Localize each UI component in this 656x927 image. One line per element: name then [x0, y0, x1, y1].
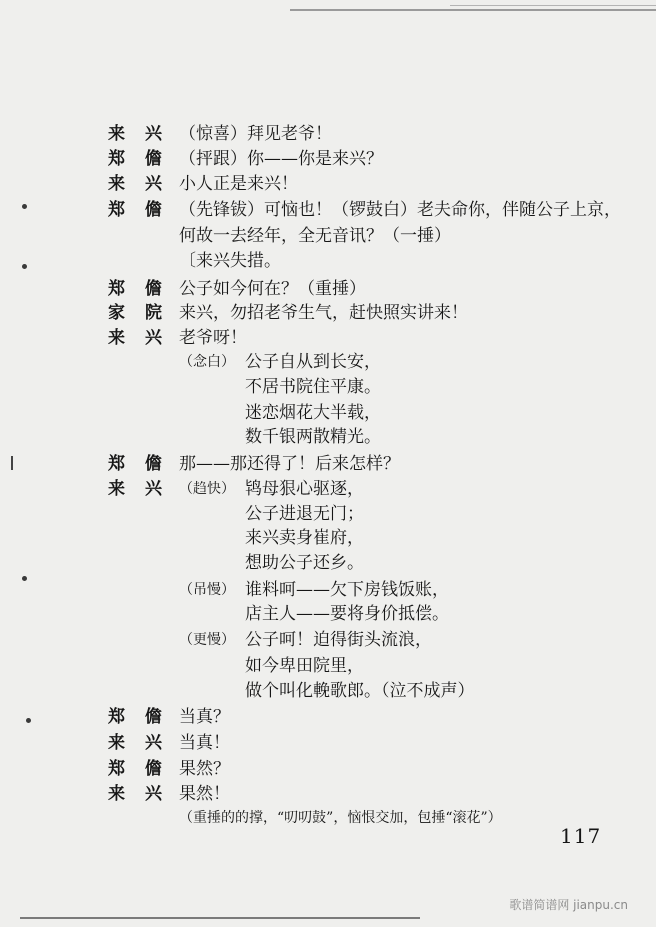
watermark: 歌谱简谱网 jianpu.cn [509, 898, 628, 912]
line-text: 当真！ [179, 733, 230, 753]
speaker-char: 郑 [108, 200, 125, 220]
speaker-char: 郑 [108, 149, 125, 169]
script-line [0, 679, 656, 703]
script-line [0, 277, 656, 301]
line-text: （先锋钹）可恼也！（锣鼓白）老夫命你，伴随公子上京， [179, 200, 621, 220]
line-text: 果然！ [179, 784, 230, 804]
script-line [0, 326, 656, 350]
line-text: 公子呵！迫得街头流浪， [245, 630, 432, 650]
line-text: （惊喜）拜见老爷！ [179, 124, 332, 144]
line-text: 鸨母狠心驱逐， [245, 479, 364, 499]
line-text: 小人正是来兴！ [179, 174, 298, 194]
speaker-char: 兴 [145, 174, 162, 194]
line-text: 想助公子还乡。 [245, 553, 364, 573]
line-text: （抨跟）你——你是来兴？ [179, 149, 383, 169]
speaker-char: 兴 [145, 328, 162, 348]
speaker-char: 儋 [145, 454, 162, 474]
script-line [0, 551, 656, 575]
script-line [0, 375, 656, 399]
script-line [0, 705, 656, 729]
speaker-char: 郑 [108, 279, 125, 299]
speaker-char: 儋 [145, 759, 162, 779]
script-line [0, 526, 656, 550]
line-text: 当真？ [179, 707, 230, 727]
line-text: 来兴，勿招老爷生气，赶快照实讲来！ [179, 303, 468, 323]
speaker-char: 儋 [145, 279, 162, 299]
margin-mark [11, 456, 13, 470]
script-line [0, 350, 656, 374]
script-line [0, 249, 656, 273]
script-line [0, 224, 656, 248]
speaker-char: 郑 [108, 759, 125, 779]
line-text: （重捶的的撑，“叨叨鼓”，恼恨交加，包捶“滚花”） [179, 810, 502, 826]
speaker-char: 兴 [145, 733, 162, 753]
script-line [0, 757, 656, 781]
line-text: 店主人——要将身价抵偿。 [245, 604, 449, 624]
script-line [0, 578, 656, 602]
speaker-char: 来 [108, 174, 125, 194]
script-line [0, 502, 656, 526]
speaker-char: 来 [108, 124, 125, 144]
tempo-direction: （念白） [179, 354, 235, 370]
line-text: 如今卑田院里， [245, 656, 364, 676]
speaker-char: 来 [108, 479, 125, 499]
script-line [0, 628, 656, 652]
line-text: 公子自从到长安， [245, 352, 381, 372]
line-text: 老爷呀！ [179, 328, 247, 348]
line-text: 做个叫化輓歌郎。（泣不成声） [245, 681, 475, 701]
margin-mark [26, 718, 31, 723]
script-line [0, 731, 656, 755]
script-line [0, 401, 656, 425]
script-line [0, 477, 656, 501]
line-text: 那——那还得了！后来怎样？ [179, 454, 400, 474]
speaker-char: 来 [108, 328, 125, 348]
line-text: 公子如今何在？（重捶） [179, 279, 366, 299]
script-line [0, 654, 656, 678]
top-rule-faint [450, 5, 656, 6]
line-text: 迷恋烟花大半载， [245, 403, 381, 423]
script-line [0, 301, 656, 325]
script-line [0, 425, 656, 449]
line-text: 数千银两散精光。 [245, 427, 381, 447]
tempo-direction: （趋快） [179, 481, 235, 497]
speaker-char: 儋 [145, 149, 162, 169]
script-line [0, 198, 656, 222]
speaker-char: 儋 [145, 707, 162, 727]
tempo-direction: （更慢） [179, 632, 235, 648]
speaker-char: 兴 [145, 479, 162, 499]
line-text: 果然？ [179, 759, 230, 779]
speaker-char: 兴 [145, 124, 162, 144]
tempo-direction: （吊慢） [179, 582, 235, 598]
speaker-char: 院 [145, 303, 162, 323]
speaker-char: 郑 [108, 707, 125, 727]
speaker-char: 儋 [145, 200, 162, 220]
script-line [0, 147, 656, 171]
margin-mark [22, 264, 27, 269]
page-number: 117 [560, 824, 602, 848]
script-line [0, 782, 656, 806]
speaker-char: 兴 [145, 784, 162, 804]
line-text: 公子进退无门； [245, 504, 364, 524]
margin-mark [22, 204, 27, 209]
bottom-rule [20, 917, 420, 919]
line-text: 谁料呵——欠下房钱饭账， [245, 580, 449, 600]
line-text: 何故一去经年，全无音讯？（一捶） [179, 226, 451, 246]
script-line [0, 172, 656, 196]
margin-mark [22, 576, 27, 581]
line-text: 来兴卖身崔府， [245, 528, 364, 548]
line-text: 不居书院住平康。 [245, 377, 381, 397]
script-line [0, 452, 656, 476]
script-line [0, 602, 656, 626]
top-rule [290, 9, 656, 11]
speaker-char: 来 [108, 784, 125, 804]
script-line [0, 122, 656, 146]
speaker-char: 来 [108, 733, 125, 753]
speaker-char: 家 [108, 303, 125, 323]
speaker-char: 郑 [108, 454, 125, 474]
script-line [0, 806, 656, 830]
line-text: 〔来兴失措。 [179, 251, 281, 271]
